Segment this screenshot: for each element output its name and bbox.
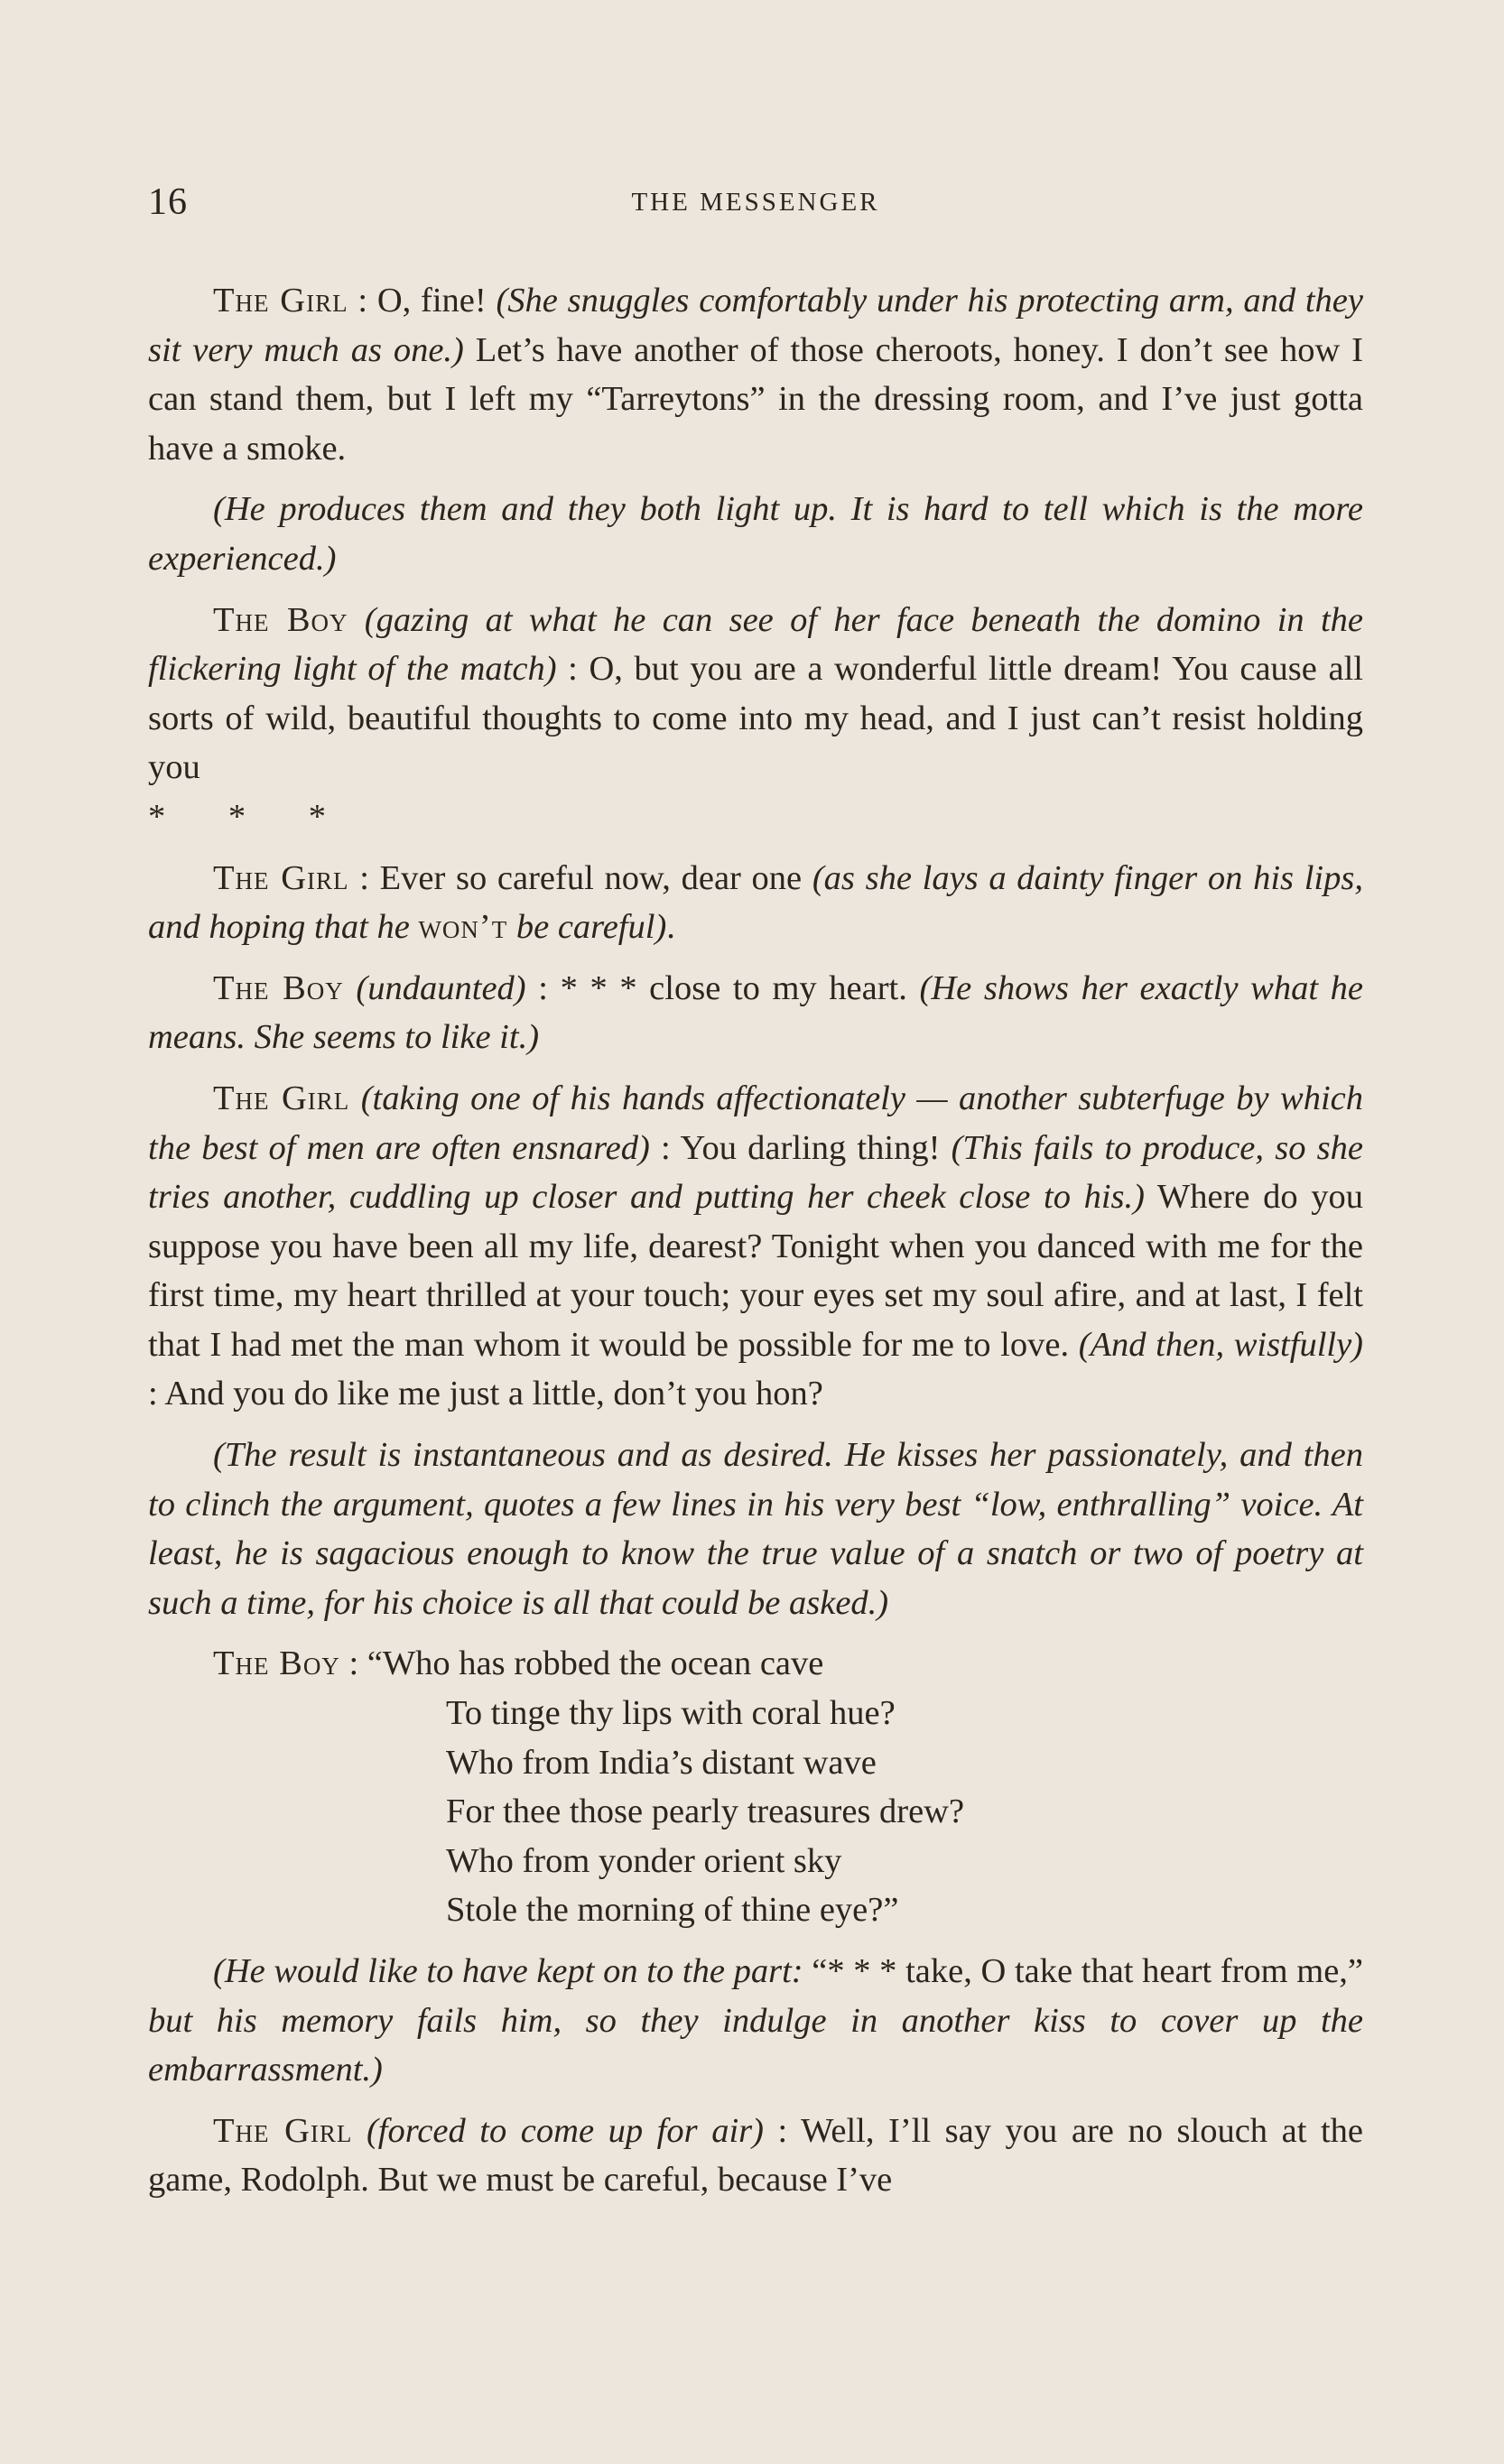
speech: : You darling thing! (649, 1128, 952, 1167)
running-head (148, 181, 1363, 244)
poem-line: Who from yonder orient sky (446, 1841, 842, 1880)
speaker-boy: The Boy (213, 1644, 340, 1683)
speaker-girl: The Girl (213, 1079, 350, 1117)
stage-direction: (He would like to have kept on to the part: (213, 1952, 812, 1990)
speech: : Ever so careful now, dear one (348, 858, 812, 897)
speaker-girl: The Girl (213, 858, 349, 897)
speaker-girl: The Girl (213, 2111, 353, 2150)
book-page (148, 181, 1363, 2217)
speech: : Well, I’ll say you are no slouch at the game, Rodolph. But we must be careful, because I’ve (148, 2111, 1363, 2200)
speech: : * * * close to my heart. (525, 968, 920, 1007)
stage-direction: (She snuggles comfortably under his protecting arm, and they sit very much as one.) (148, 282, 1363, 369)
paragraph-boy-1 (148, 596, 1363, 842)
stage-direction-paragraph-1: (He produces them and they both light up. It is hard to tell which is the more experienced.) (148, 490, 1363, 578)
stage-direction: be careful) (507, 908, 667, 947)
stage-direction: (He shows her exactly what he means. She seems to like it.) (148, 968, 1364, 1057)
poem-line: Who from India’s distant wave (446, 1743, 877, 1782)
asterism: * * * (148, 797, 353, 836)
speech: : And you do like me just a little, don’t you hon? (148, 1375, 823, 1413)
stage-direction: (as she lays a dainty finger on his lips, and hoping that he (148, 858, 1363, 947)
speech: Let’s have another of those cheroots, honey. I don’t see how I can stand them, but I left my “Tarreytons” in the dressing room, and I’ve just gotta have a smoke. (148, 330, 1364, 468)
stage-direction-paragraph-3 (148, 1947, 1363, 2095)
stage-direction-paragraph-2: (The result is instantaneous and as desired. He kisses her passionately, and then to clinch the argument, quotes a few lines in his very best “low, enthralling” voice. At least, he is sagacious enough to know the true value of a snatch or two of poetry at such a time, for his choice is all that could be asked.) (148, 1436, 1363, 1622)
poem-line: For thee those pearly treasures drew? (446, 1792, 965, 1831)
speech: Where do you suppose you have been all my life, dearest? Tonight when you danced with me for the first time, my heart thrilled at your touch; your eyes set my soul afire, and at last, I felt that I had met the man whom it would be possible for me to love. (148, 1178, 1363, 1364)
poem-line-lead (148, 1639, 1363, 1689)
paragraph-girl-3 (148, 1074, 1363, 1419)
speaker-boy: The Boy (213, 600, 348, 639)
stage-direction: (And then, wistfully) (1078, 1325, 1363, 1364)
speaker-boy: The Boy (213, 968, 344, 1007)
stage-direction: (This fails to produce, so she tries another, cuddling up closer and putting her cheek close to his.) (148, 1128, 1363, 1217)
speech: : O, fine! (348, 282, 497, 320)
paragraph-girl-1 (148, 276, 1363, 473)
stage-direction: (taking one of his hands affectionately — another subterfuge by which the best of men are often ensnared) (148, 1079, 1363, 1167)
running-title: THE MESSENGER (631, 188, 880, 217)
paragraph-girl-2 (148, 854, 1363, 952)
poem-line: : “Who has robbed the ocean cave (339, 1644, 824, 1683)
stage-direction: (undaunted) (343, 968, 526, 1007)
speech: : O, but you are a wonderful little dream! You cause all sorts of wild, beautiful thoughts to come into my head, and I just can’t resist holding you (148, 650, 1363, 787)
stage-direction: (forced to come up for air) (352, 2111, 764, 2150)
speech: “* * * take, O take that heart from me,” (812, 1952, 1363, 1990)
stage-direction: (gazing at what he can see of her face beneath the domino in the flickering light of the match) (148, 600, 1364, 689)
stage-direction: but his memory fails him, so they indulge in another kiss to cover up the embarrassment.) (148, 2001, 1363, 2089)
poem-line: To tinge thy lips with coral hue? (446, 1694, 896, 1733)
speech: . (666, 908, 675, 947)
page-number: 16 (148, 181, 188, 223)
speaker-girl: The Girl (213, 282, 348, 320)
paragraph-boy-2 (148, 964, 1363, 1062)
page-body (148, 276, 1363, 2205)
poem-line: Stole the morning of thine eye?” (446, 1891, 899, 1930)
poem-quotation (148, 1639, 1363, 1935)
emphasis-small-caps: won’t (418, 908, 508, 947)
paragraph-girl-4 (148, 2107, 1363, 2205)
